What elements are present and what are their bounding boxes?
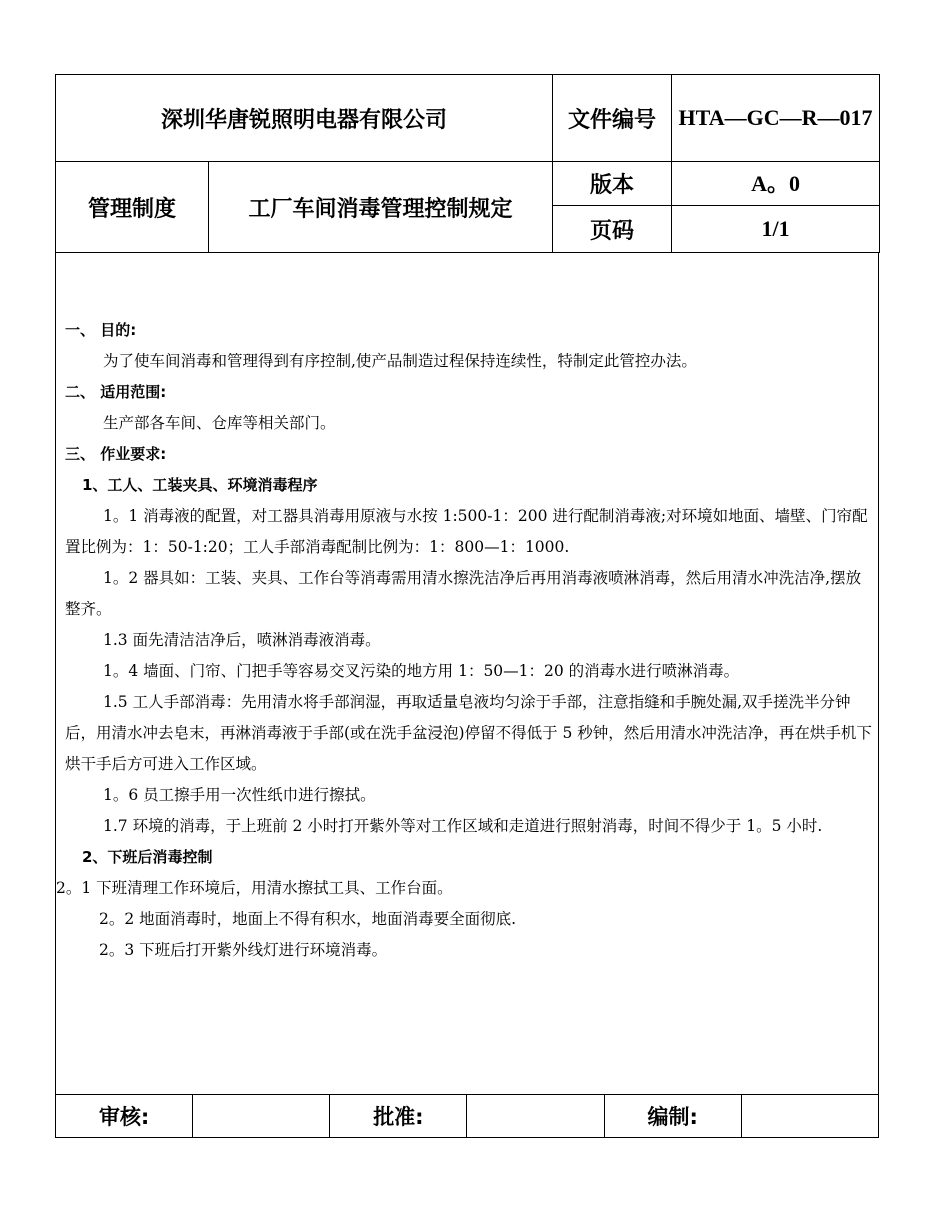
document-content — [56, 315, 873, 966]
file-number-label: 文件编号 — [553, 75, 672, 162]
section-purpose-text: 为了使车间消毒和管理得到有序控制,使产品制造过程保持连续性，特制定此管控办法。 — [103, 352, 697, 370]
section-purpose-title: 一、 目的: — [65, 321, 137, 339]
document-category: 管理制度 — [56, 162, 209, 253]
subsection-1-title: 1、工人、工装夹具、环境消毒程序 — [82, 476, 318, 494]
subsection-2-title: 2、下班后消毒控制 — [82, 848, 213, 866]
paragraph-1-5: 1.5 工人手部消毒：先用清水将手部润湿，再取适量皂液均匀涂于手部，注意指缝和手腕处漏,双手搓洗半分钟后，用清水冲去皂末，再淋消毒液于手部(或在洗手盆浸泡)停留不得低于 5 秒钟，然后用清水冲洗洁净，再在烘手机下烘干手后方可进入工作区域。 — [65, 693, 872, 773]
paragraph-1-1: 1。1 消毒液的配置，对工器具消毒用原液与水按 1:500-1：200 进行配制消毒液;对环境如地面、墙壁、门帘配置比例为：1：50-1:20；工人手部消毒配制比例为：1：800—1：1000. — [65, 507, 868, 556]
paragraph-1-7: 1.7 环境的消毒，于上班前 2 小时打开紫外等对工作区域和走道进行照射消毒，时间不得少于 1。5 小时. — [103, 817, 823, 835]
page-label: 页码 — [553, 206, 672, 253]
file-number-value: HTA—GC—R—017 — [672, 75, 880, 162]
paragraph-2-1: 2。1 下班清理工作环境后，用清水擦拭工具、工作台面。 — [56, 879, 453, 897]
paragraph-2-3: 2。3 下班后打开紫外线灯进行环境消毒。 — [99, 941, 388, 959]
paragraph-1-6: 1。6 员工擦手用一次性纸巾进行擦拭。 — [103, 786, 376, 804]
prepare-label: 编制: — [604, 1095, 741, 1138]
paragraph-1-4: 1。4 墙面、门帘、门把手等容易交叉污染的地方用 1：50—1：20 的消毒水进行喷淋消毒。 — [103, 662, 740, 680]
review-signature-field — [193, 1095, 330, 1138]
document-body — [55, 253, 879, 1094]
section-requirements-title: 三、 作业要求: — [65, 445, 167, 463]
approve-label: 批准: — [330, 1095, 467, 1138]
document-title: 工厂车间消毒管理控制规定 — [209, 162, 553, 253]
section-scope-text: 生产部各车间、仓库等相关部门。 — [103, 414, 336, 432]
paragraph-1-3: 1.3 面先清洁洁净后，喷淋消毒液消毒。 — [103, 631, 381, 649]
page-value: 1/1 — [672, 206, 880, 253]
company-name: 深圳华唐锐照明电器有限公司 — [56, 75, 553, 162]
section-scope-title: 二、 适用范围: — [65, 383, 167, 401]
review-label: 审核: — [56, 1095, 193, 1138]
prepare-signature-field — [741, 1095, 878, 1138]
version-label: 版本 — [553, 162, 672, 206]
document-header-table — [55, 74, 880, 253]
paragraph-2-2: 2。2 地面消毒时，地面上不得有积水，地面消毒要全面彻底. — [99, 910, 517, 928]
approve-signature-field — [467, 1095, 604, 1138]
version-value: A。0 — [672, 162, 880, 206]
paragraph-1-2: 1。2 器具如：工装、夹具、工作台等消毒需用清水擦洗洁净后再用消毒液喷淋消毒，然后用清水冲洗洁净,摆放整齐。 — [65, 569, 862, 618]
signature-table — [55, 1094, 879, 1138]
